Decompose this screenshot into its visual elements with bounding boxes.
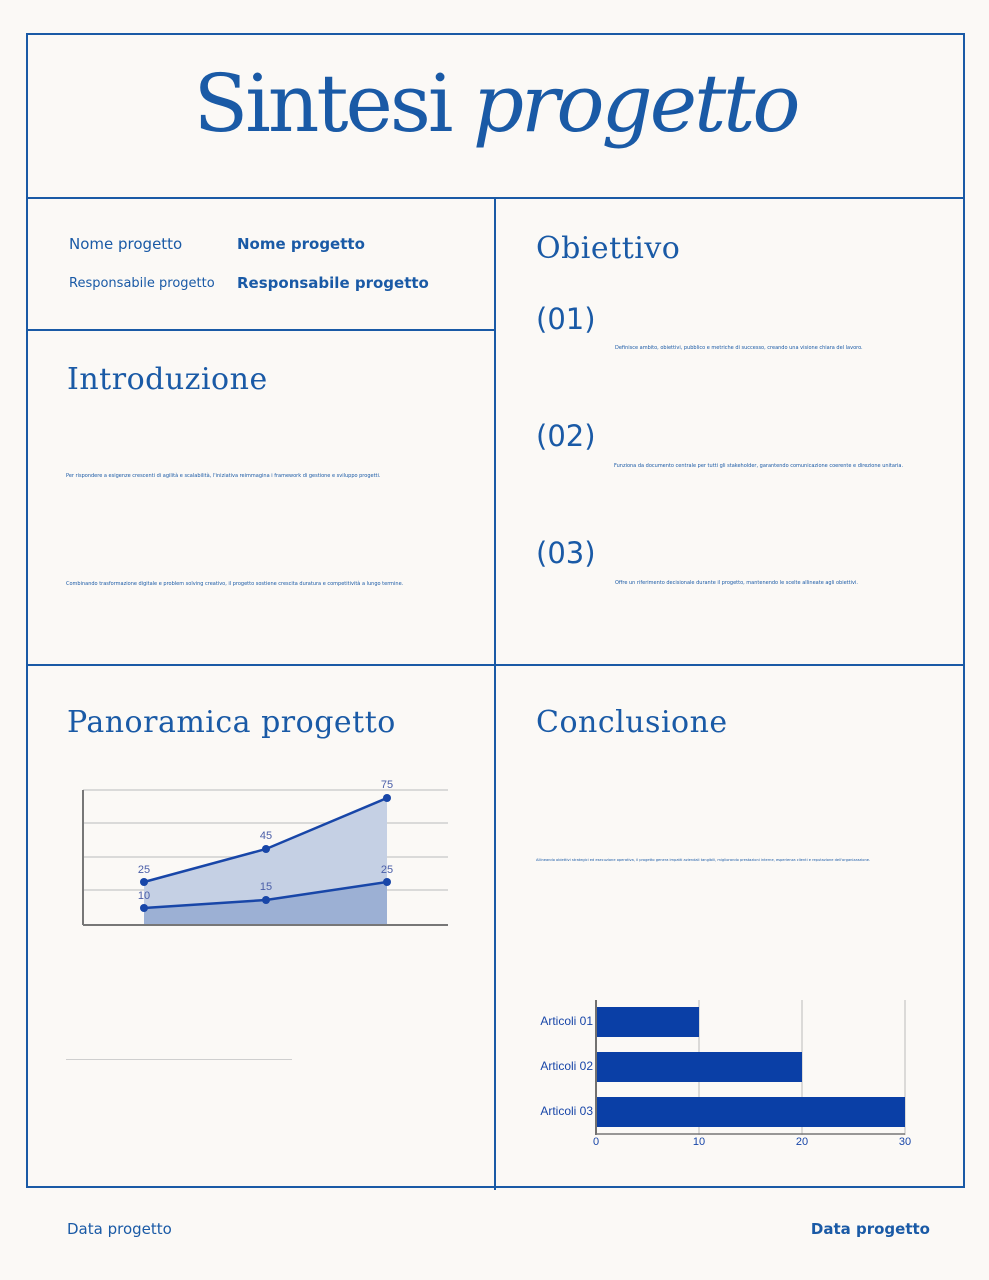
project-name-value: Nome progetto: [237, 235, 365, 253]
conclusion-heading: Conclusione: [536, 705, 728, 740]
objective-text-3: Offre un riferimento decisionale durante il progetto, mantenendo le scelte allineate agli obiettivi.: [615, 580, 858, 586]
overview-heading: Panoramica progetto: [67, 705, 396, 740]
title-regular: Sintesi: [193, 57, 451, 150]
area-chart: [60, 770, 460, 940]
introduction-paragraph-2: Combinando trasformazione digitale e problem solving creativo, il progetto sostiene crescita duratura e competitività a lungo termine.: [66, 581, 404, 587]
bar-label-2: Articoli 02: [540, 1059, 593, 1073]
objective-text-1: Definisce ambito, obiettivi, pubblico e metriche di successo, creando una visione chiara del lavoro.: [615, 345, 863, 351]
x-tick-20: 20: [795, 1136, 809, 1148]
conclusion-text: Allineando obiettivi strategici ed esecuzione operativa, il progetto genera impatti aziendali tangibili, migliorando prestazioni interne, esperienza clienti e reputazione dell'organizzazione.: [536, 858, 871, 862]
label-s2-2: 15: [259, 881, 273, 893]
footer-date-right: Data progetto: [810, 1220, 930, 1238]
bar-chart: [530, 990, 930, 1150]
objective-number-1: (01): [536, 302, 596, 336]
label-s1-2: 45: [259, 830, 273, 842]
x-tick-30: 30: [898, 1136, 912, 1148]
footer-date-left: Data progetto: [67, 1220, 172, 1238]
x-tick-10: 10: [692, 1136, 706, 1148]
label-s2-3: 25: [380, 864, 394, 876]
center-divider: [494, 197, 496, 1190]
bar-label-1: Articoli 01: [540, 1014, 593, 1028]
objective-heading: Obiettivo: [536, 231, 681, 266]
project-manager-value: Responsabile progetto: [237, 274, 429, 292]
signature-line: [66, 1059, 292, 1060]
middle-divider: [26, 664, 965, 666]
project-manager-label: Responsabile progetto: [69, 276, 215, 291]
objective-text-2: Funziona da documento centrale per tutti gli stakeholder, garantendo comunicazione coerente e direzione unitaria.: [614, 463, 904, 469]
page-title: [26, 57, 965, 150]
objective-number-3: (03): [536, 536, 596, 570]
info-divider: [26, 329, 495, 331]
introduction-heading: Introduzione: [67, 362, 268, 397]
label-s2-1: 10: [137, 890, 151, 902]
label-s1-1: 25: [137, 864, 151, 876]
title-italic: progetto: [472, 57, 798, 150]
label-s1-3: 75: [380, 779, 394, 791]
bar-label-3: Articoli 03: [540, 1104, 593, 1118]
project-name-label: Nome progetto: [69, 235, 183, 253]
introduction-paragraph-1: Per rispondere a esigenze crescenti di agilità e scalabilità, l'iniziativa reimmagina i framework di gestione e sviluppo progetti.: [66, 473, 381, 479]
objective-number-2: (02): [536, 419, 596, 453]
x-tick-0: 0: [592, 1136, 600, 1148]
